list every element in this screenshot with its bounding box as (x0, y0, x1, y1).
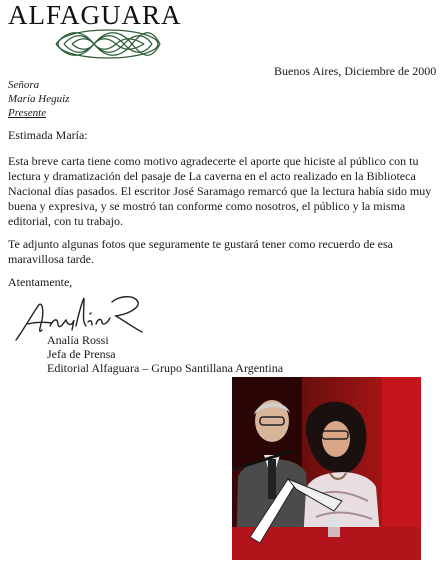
event-photo (232, 377, 421, 560)
recipient-name: María Heguiz (8, 93, 70, 105)
publisher-logo-emblem (52, 27, 164, 61)
signer-name: Analía Rossi (47, 333, 109, 347)
body-paragraph-2: Te adjunto algunas fotos que seguramente te gustará tener como recuerdo de esa maravillosa tarde. (8, 237, 394, 266)
letter-date: Buenos Aires, Diciembre de 2000 (274, 64, 437, 78)
signer-role: Jefa de Prensa (47, 347, 116, 361)
closing: Atentamente, (8, 275, 73, 289)
recipient-title: Señora (8, 79, 40, 91)
recipient-presente: Presente (8, 107, 47, 119)
signer-company: Editorial Alfaguara – Grupo Santillana Argentina (47, 361, 284, 375)
greeting: Estimada María: (8, 128, 88, 142)
signature-block (47, 333, 283, 375)
body-paragraph-1: Esta breve carta tiene como motivo agradecerte el aporte que hiciste al público con tu lectura y dramatización del pasaje de La caverna en el acto realizado en la Biblioteca Nacional días pasados. El escritor José Saramago remarcó que la lectura había sido muy buena y expresiva, y se mostró tan conforme como nosotros, el público y la misma editorial, con tu trabajo. (8, 154, 432, 228)
brand-wordmark: ALFAGUARA (8, 0, 182, 30)
recipient-block (8, 78, 69, 120)
